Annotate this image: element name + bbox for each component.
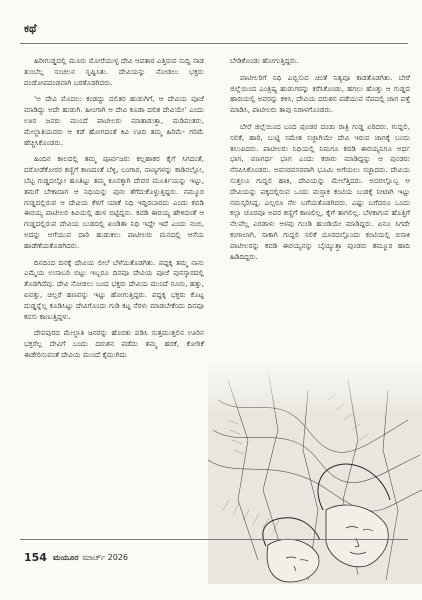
paragraph: ದೇವಪುರದ ಮೇಲ್ಜಾತಿ ಜನರನ್ನು ಹೊರತು ಪಡಿಸಿ ಸುತ್ತಮುತ್ತಲಿನ ಊರಿನ ಭಕ್ತರೆಲ್ಲ ದೇವಿಗೆ ಬಂದು ದರುಶನ ಪಡೆದು ತಮ್ಮ ಹರಕೆ, ಕೋರಿಕೆ ಈಡೇರಿಸುವಂತೆ ದೇವಿಯ ಮುಂದೆ ಕೈಮುಗಿದು (24, 328, 204, 359)
header-divider (20, 43, 408, 44)
page-number: 154 (24, 551, 47, 564)
issue-date: ಮಾರ್ಚ್ 2026 (82, 552, 129, 562)
paragraph: ‘ಅ ದೇವಿ ಮೊದಲು ಕಂಡದ್ದು ದಲಿತರ ಹುಡುಗಿಗೆ, ಆ ದೇವಿಯ ಪೂಜೆ ಮಾಡಿದ್ದು ಅದೇ ಹುಡುಗಿ. ಹೀಂಗಾಗಿ ಆ ದೇವಿ ಕೂಡಾ ದಲಿತ ದೇವಿಯೇ’ ಎಂದು ಊರ ಜನರು ಮುಂದೆ ಪಾಟೀಲರು ಮಾತಾಡುತ್ತಾ, ಮಡಿವಂತರು, ಮೇಲ್ಜಾತಿಯವರು ಆ ಕಡೆ ಹೋಗದಂತೆ ಕಿವಿ ಊದಿ ತಮ್ಮ ಹಿರಿಮೆ- ಗರಿಮೆ ಹೆಚ್ಚಿಸಿಕೊಂಡರು. (24, 94, 204, 147)
paragraph: ಪಾಟೀಲರಿಗೆ ನಿಧಿ ಎಬ್ಬಿಸುವ ಚಿಂತೆ ನಿತ್ಯವೂ ಕಾಡತೊಡಗಿತು. ಬೇರೆ ಜಿಲ್ಲೆಯಿಂದ ಎಂತ್ರಿಷ್ಯ ಹುಡುಗರನ್ನು ಕರೆಸಿಕೊಂಡು, ಹಗಲು ಹೊತ್ತು ಆ ಗುಡ್ಡದ ಹಾದಿಯಲ್ಲಿ ಅವರನ್ನು ಕಳಿಸಿ, ದೇವಿಯ ದರುಶನ ಪಡೆಯುವ ನೆಪದಲ್ಲಿ ಜಾಗ ಪತ್ತೆ ಮಾಡಿಸಿ, ಪಾಟೀಲರು ತಾವು ನಿರಾಳಗೊಂಡರು. (230, 72, 410, 115)
section-label: ಕಥೆ (24, 22, 37, 35)
paragraph: ಹಿರೀಗುಡ್ಡದಲ್ಲಿ ಮೂರು ಮೋರೆಯುಳ್ಳ ದೇವಿ ಆವತಾರ ಎತ್ತಿರುವ ಸುದ್ದಿ ನಾಡ ತುಂಬೆಲ್ಲ ಸಂಚಲನ ಸೃಷ್ಟಿಸಿತು. ದೇವಿಯನ್ನು ನೋಡಲು ಭಕ್ತರು ದಂಡೋಪದಂಡವಾಗಿ ಬರತೊಡಗಿದರು. (24, 56, 204, 87)
right-column (230, 56, 410, 268)
page-footer (24, 551, 128, 564)
paragraph: ಬೇಡಿಕೊಂಡು ಹೋಗುತ್ತಿದ್ದರು. (230, 56, 299, 65)
left-column (24, 56, 204, 367)
magazine-name: ಮಯೂರ (52, 552, 79, 562)
story-illustration (208, 360, 422, 584)
paragraph: ಹಿಂದಿನ ಕಾಲದಲ್ಲಿ ತಮ್ಮ ಪೂರ್ವಜರು ಕಲ್ಲಹಾಕರ ಕೈಗೆ ಸಿಗದಂತೆ, ದರೋಡೆಕೋರರ ಕಣ್ಣಿಗೆ ಕಾಣದಂತೆ ಬೆಳ್ಳಿ, ಬಂಗಾರ, ನಾಣ್ಯಗಳನ್ನು ಕಾಡಿನಲ್ಲೋ, ಬೆಟ್ಟ ಗುಡ್ಡದಲ್ಲೋ ಹೂತಿಟ್ಟು ತಮ್ಮ ಕೂನಕ್ಕಾಗಿ ದೇವರ ಮೂರ್ತಿಯನ್ನು ಇಟ್ಟು, ತಮಗೆ ಬೇಕಾದಾಗ ಆ ನಿಧಿಯನ್ನು ಪುನಃ ತೆಗೆದುಕೊಳ್ಳುತ್ತಿದ್ದರು. ನಮ್ಮೂರ ಗುಡ್ಡದಲ್ಲಿರುವ ಆ ದೇವಿಯ ಕೆಳಗೆ ಯಾಕೆ ನಿಧಿ ಇದ್ದಿರಬಾರದು ಎಂದು ಕವಡಿ ಈರಯ್ಯ ಪಾಟೀಲರ ಕಿವಿಯಲ್ಲಿ ಹುಳ ಬಿಟ್ಟಿದ್ದನು. ಕವಡಿ ಈರಯ್ಯ ಹೇಳಿದಂತೆ ಆ ಗುಡ್ಡದಲ್ಲಿರುವ ದೇವಿಯ ಬುಡದಲ್ಲಿ ಖಂಡಿತಾ ನಿಧಿ ಇದ್ದೇ ಇದೆ ಎಂದು ನಂಬಿ, ಅದನ್ನು ಅಗೆಯುವ ದಾರಿ ಹುಡುಕಲು ಪಾಟೀಲರು ಮನದಲ್ಲಿ ಆಸೆಯ ಹಾಡೆಣೆಯತೊಡಗಿದರು. (24, 154, 204, 250)
paragraph: ಬೇರೆ ಜಿಲ್ಲೆಯಿಂದ ಬಂದ ಪುಂಡರ ದಂಡು ರಾತ್ರಿ ಗುಡ್ಡ ಏರಿದರು. ಗುದ್ದಲಿ, ಸಲಿಕೆ, ಹಾರಿ, ಬುಟ್ಟಿ ಸಮೇತ ಸಜ್ಜಾಗಿಯೇ ದೇವಿ ಇರುವ ಜಾಗಕ್ಕೆ ಬಂದು ತಲುಪಿದರು. ಪಾಟೀಲರು ನಿಧಿಯಲ್ಲಿ ನಿಮಗೂ ಕವಡಿ ಈರಯ್ಯನಿಗೂ ಅರ್ಧ ಭಾಗ, ಪಣಗರ್ಧ ಭಾಗ ಎಂದು ಕರಾರು ಮಾಡಿದ್ದನ್ನು ಆ ಪುಂಡರು ನೆನಪಿಸಿಕೊಂಡರು. ಅವಸರವಸರವಾಗಿ ಭೂಮಿ ಅಗೆಯಲು ಸಜ್ಜಾದರು. ದೇವಿಯ ಸುತ್ತಲೂ ಗುದ್ದಲಿ ಹಾಕಿ, ದೇವಿಯನ್ನು ಮೇಲೆತ್ತಿದರು. ಅದರಲ್ಲೊಬ್ಬ ಆ ದೇವಿಯನ್ನು ಪಕ್ಕದಲ್ಲಿರುವ ಒಂದು ಮಸ್ತಾಕ ಕಂಟಿಯ ಬುಡಕ್ಕೆ ನೀಟಾಗಿ ಇಟ್ಟು ನಮಸ್ಕರಿಸಿದ್ದ. ಎಲ್ಲರೂ ನೆಲ ಬಗೆಯತೊಡಗಿದರು. ಎಷ್ಟು ಬಗೆದರೂ ಒಂದು ಕಲ್ಲಾ ಚೂರವೂ ಅವರ ಕಣ್ಣಿಗೆ ಕಾಣಲಿಲ್ಲ, ಕೈಗೆ ತಾಗಲಿಲ್ಲ. ಬೆಳಕಾಗುವ ಹೊತ್ತಿಗೆ ನೆಲವೆಲ್ಲ ಎರಡಾಳು ಆಳವು ಗುಂಡಿ ಹುಂಡಿಯೇ ಮಾಡಿದ್ದರು. ಏನೂ ಸಿಗದೇ ಕಂಗಾಲಾಗಿ, ಸಾಕಾಗಿ ಗುದ್ದಲಿ ಸಲಿಕೆ ದೂರದಲ್ಲೊಂದು ಕಂಟಿಯಲ್ಲಿ ಬಿಸಾಕಿ ಪಾಟೀಲರನ್ನು ಕವಡಿ ಈರಯ್ಯನನ್ನು ಬೈಯ್ಯುತ್ತಾ ಪುಂಡರು ತಮ್ಮೂರ ಹಾದಿ ಹಿಡಿದಿದ್ದರು. (230, 121, 410, 261)
footer-divider (20, 539, 408, 540)
paragraph: ದಿನದಿಂದ ದಿನಕ್ಕೆ ದೇವಿಯ ಲೀಲೆ ಬೆಳೆಯತೊಡಗಿತು. ಪದ್ದಕ್ಕ ತಮ್ಮ ನಾನು ಎಮ್ಮೆಯ ಉಸಾಬರಿ ಬಿಟ್ಟು ಇಬ್ಬರೂ ದಿನವೂ ದೇವಿಯ ಪೂಜೆ ಪುನಸ್ಕಾರದಲ್ಲಿ ತೊಡಗಿದೆವು. ದೇವಿ ನೋಡಲು ಬಂದ ಭಕ್ತರು ದೇವಿಯ ಮುಂದೆ ನೂರು, ಹತ್ತು, ಐವತ್ತು, ಚಿಲ್ಲರೆ ಹಣವನ್ನು ಇಟ್ಟು ಹೋಗುತ್ತಿದ್ದರು. ಪದ್ದಕ್ಕ ಭಕ್ತರು ಕೊಟ್ಟ ದುಡ್ಡನ್ನೆಲ್ಲ ಕೂಡಿಸಿಟ್ಟು ದೇವಿಗೊಂದು ಗುಡಿ ಕಟ್ಟ ನೆರಳು ಮಾಡಬೇಕೆಂದು ದಿನವೂ ಕನಸು ಕಾಣುತ್ತಿದ್ದಳು. (24, 257, 204, 321)
